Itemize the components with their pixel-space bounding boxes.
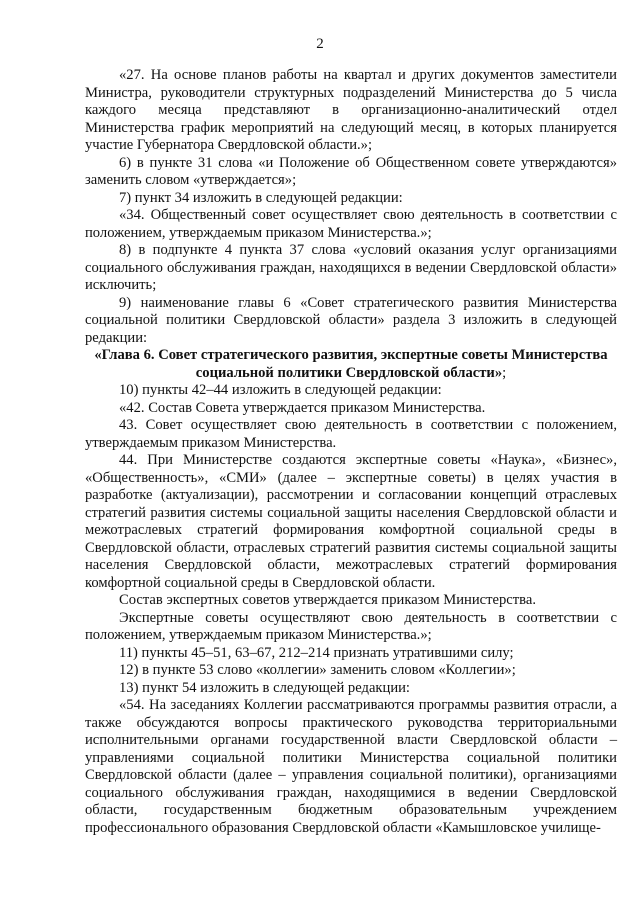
chapter-heading-tail: ; — [502, 364, 507, 381]
paragraph-item-13: 13) пункт 54 изложить в следующей редакции: — [119, 679, 410, 696]
chapter-heading — [85, 347, 617, 382]
paragraph-34: «34. Общественный совет осуществляет свою деятельность в соответствии с положением, утверждаемым приказом Министерства.»; — [85, 207, 617, 241]
paragraph-item-9: 9) наименование главы 6 «Совет стратегического развития Министерства социальной политики Свердловской области» раздела 3 изложить в следующей редакции: — [85, 294, 617, 346]
paragraph-item-8: 8) в подпункте 4 пункта 37 слова «условий оказания услуг организациями социального обслуживания граждан, находящихся в ведении Свердловской области» исключить; — [85, 242, 617, 293]
chapter-heading-title: «Глава 6. Совет стратегического развития, экспертные советы Министерства социальной политики Свердловской области» — [94, 347, 608, 381]
paragraph-expert-activity: Экспертные советы осуществляют свою деятельность в соответствии с положением, утверждаемым приказом Министерства.»; — [85, 609, 617, 643]
page-number: 2 — [316, 36, 324, 52]
paragraph-27: «27. На основе планов работы на квартал и других документов заместители Министра, руководители структурных подразделений Министерства до 5 числа каждого месяца представляют в организационно-аналитический отдел Министерства график мероприятий на следующий месяц, в которых планируется участие Губернатора Свердловской области.»; — [85, 67, 617, 153]
paragraph-item-6: 6) в пункте 31 слова «и Положение об Общественном совете утверждаются» заменить словом «утверждается»; — [85, 154, 617, 188]
paragraph-44: 44. При Министерстве создаются экспертные советы «Наука», «Бизнес», «Общественность», «СМИ» (далее – экспертные советы) в целях участия в разработке (актуализации), рассмотрении и согласовании концепций отраслевых стратегий развития системы социальной защиты населения Свердловской области и межотраслевых стратегий формирования комфортной социальной среды в Свердловской области, отраслевых стратегий развития системы социальной защиты населения Свердловской области, межотраслевых стратегий формирования комфортной социальной среды в Свердловской области. — [85, 452, 617, 591]
paragraph-item-11: 11) пункты 45–51, 63–67, 212–214 признать утратившими силу; — [119, 644, 514, 661]
paragraph-43: 43. Совет осуществляет свою деятельность в соответствии с положением, утверждаемым приказом Министерства. — [85, 417, 617, 451]
paragraph-42: «42. Состав Совета утверждается приказом Министерства. — [119, 399, 486, 416]
paragraph-54: «54. На заседаниях Коллегии рассматриваются программы развития отрасли, а также обсуждаются вопросы практического руководства территориальными исполнительными органами государственной власти Свердловской области – управлениями социальной политики Министерства социальной политики Свердловской области (далее – управления социальной политики), организациями социального обслуживания граждан, находящимися в ведении Свердловской области, государственным бюджетным образовательным учреждением профессионального образования Свердловской области «Камышловское училище- — [85, 697, 617, 836]
paragraph-item-10: 10) пункты 42–44 изложить в следующей редакции: — [119, 382, 442, 398]
paragraph-item-12: 12) в пункте 53 слово «коллегии» заменить словом «Коллегии»; — [119, 662, 516, 678]
document-body — [85, 67, 617, 837]
paragraph-item-7: 7) пункт 34 изложить в следующей редакции: — [119, 189, 403, 206]
paragraph-expert-composition: Состав экспертных советов утверждается приказом Министерства. — [119, 592, 536, 608]
